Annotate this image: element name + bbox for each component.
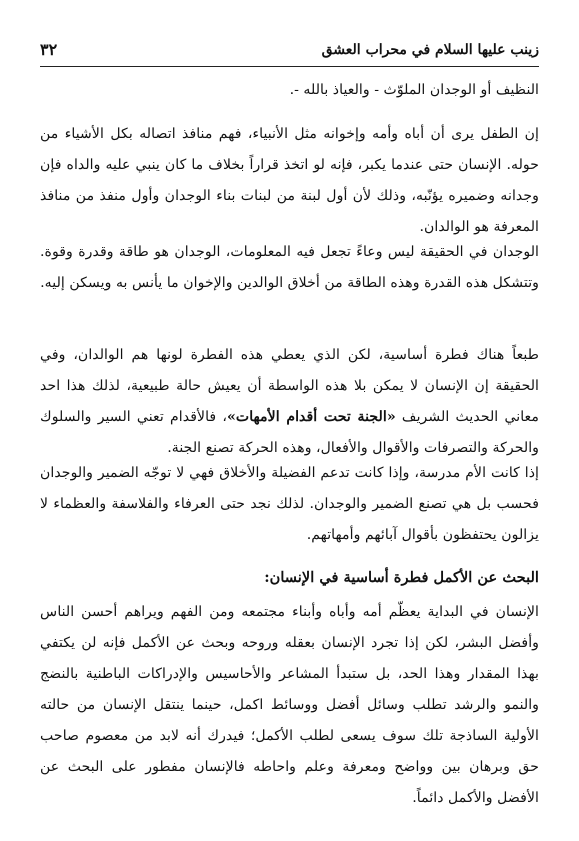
paragraph-3: الوجدان في الحقيقة ليس وعاءً تجعل فيه المعلومات، الوجدان هو طاقة وقدرة وقوة. وتتشكل هذه القدرة وهذه الطاقة من أخلاق الوالدين والإخوان ما يأنس به ويسكن إليه. [40, 244, 539, 291]
paragraph-1: النظيف أو الوجدان الملوّث - والعياذ بالله -. [289, 82, 539, 98]
paragraph-6: الإنسان في البداية يعظّم أمه وأباه وأبناء مجتمعه ومن الفهم ويراهم أحسن الناس وأفضل البشر، لكن إذا تجرد الإنسان بعقله وروحه وبحث عن الأكمل فإنه لن يكتفي بهذا المقدار وهذا الحد، بل ستبدأ المشاعر والأحاسيس والإدراكات الباطنية بالنضج والنمو والرشد تطلب وسائل أفضل ووسائط اكمل، حينما ينتقل الإنسان من حالته الأولية الساذجة تلك سوف يسعى لطلب الأكمل؛ فيدرك أنه لابد من معصوم صاحب حق وبرهان بين وواضح ومعرفة وعلم واحاطه فالإنسان مفطور على البحث عن الأفضل والأكمل دائماً. [40, 604, 539, 806]
header-divider [40, 66, 539, 67]
paragraph-2: إن الطفل يرى أن أباه وأمه وإخوانه مثل الأنبياء، فهم منافذ اتصاله بكل الأشياء من حوله. الإنسان حتى عندما يكبر، فإنه لو اتخذ قراراً بخلاف ما كان ينبي عليه والداه فإن وجدانه وضميره يؤنّبه، وذلك لأن أول لبنة من لبنات بناء الوجدان وأول منفذ من منافذ المعرفة هو الوالدان. [40, 126, 539, 235]
running-header-title: زينب عليها السلام في محراب العشق [321, 42, 539, 58]
paragraph-4 [40, 340, 539, 464]
paragraph-4-text-start: طبعاً هناك فطرة أساسية، لكن الذي يعطي هذه الفطرة لونها هم الوالدان، وفي الحقيقة إن الإنسان لا يمكن بلا هذه الواسطة أن يعيش حالة طبيعية، لذلك هذا احد معاني الحديث الشريف [40, 347, 539, 425]
paragraph-4-text-end: ، فالأقدام تعني السير والسلوك والحركة والتصرفات والأقوال والأفعال، وهذه الحركة تصنع الجنة. [40, 409, 539, 456]
running-header [40, 38, 539, 66]
hadith-quote: «الجنة تحت أقدام الأمهات» [226, 409, 396, 425]
paragraph-5: إذا كانت الأم مدرسة، وإذا كانت تدعم الفضيلة والأخلاق فهي لا توجّه الضمير والوجدان فحسب بل هي تصنع الضمير والوجدان. لذلك نجد حتى العرفاء والفلاسفة والعظماء لا يزالون يحتفظون بأقوال آبائهم وأمهاتهم. [40, 465, 539, 543]
page-number: ٣٢ [40, 40, 58, 59]
section-heading: البحث عن الأكمل فطرة أساسية في الإنسان: [264, 569, 539, 586]
